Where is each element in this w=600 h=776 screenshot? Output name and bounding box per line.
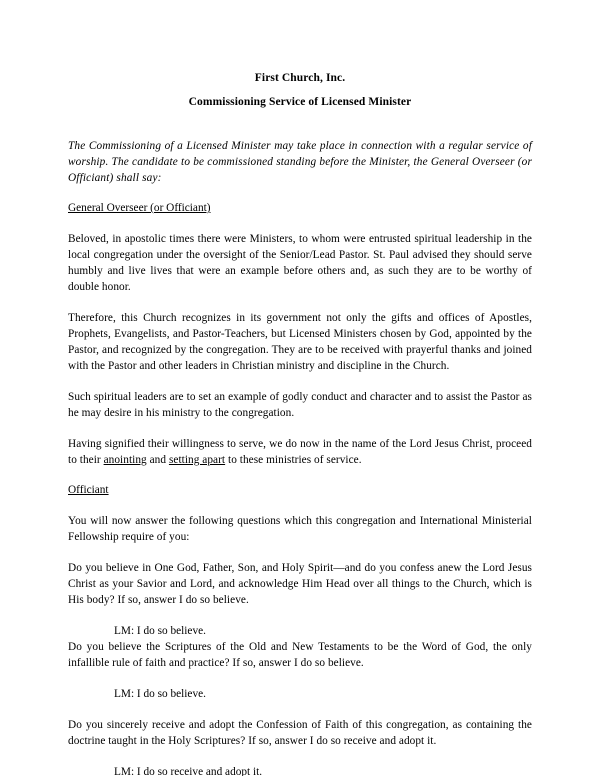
- paragraph-such-spiritual-leaders: Such spiritual leaders are to set an example of godly conduct and character and to assist the Pastor as he may desire in his ministry to the congregation.: [68, 391, 532, 419]
- setting-apart-underlined-term: setting apart: [168, 454, 226, 466]
- having-signified-text-part-1: Having signified their willingness to serve, we do now in the name of the Lord Jesus Christ, proceed to their: [68, 438, 532, 466]
- question-two: Do you believe the Scriptures of the Old and New Testaments to be the Word of God, the only infallible rule of faith and practice? If so, answer I do so believe.: [68, 641, 532, 669]
- anointing-underlined-term: anointing: [103, 454, 147, 466]
- section-heading-officiant-label: Officiant: [68, 484, 109, 496]
- question-three: Do you sincerely receive and adopt the Confession of Faith of this congregation, as containing the doctrine taught in the Holy Scriptures? If so, answer I do so receive and adopt it.: [68, 719, 532, 747]
- response-three: LM: I do so receive and adopt it.: [114, 766, 263, 776]
- section-heading-general-overseer: [68, 186, 532, 216]
- question-one: Do you believe in One God, Father, Son, and Holy Spirit—and do you confess anew the Lord Jesus Christ as your Savior and Lord, and acknowledge Him Head over all things to the Church, which is His body? If so, answer I do so believe.: [68, 562, 532, 606]
- response-one: LM: I do so believe.: [114, 625, 206, 637]
- page-title: First Church, Inc.: [254, 72, 346, 84]
- section-heading-general-overseer-label: General Overseer (or Officiant): [68, 202, 211, 214]
- paragraph-therefore: Therefore, this Church recognizes in its government not only the gifts and offices of Apostles, Prophets, Evangelists, and Pastor-Teachers, but Licensed Ministers chosen by God, appointed by the Pastor, and recognized by the congregation. They are to be received with prayerful thanks and joined with the Pastor and other leaders in Christian ministry and discipline in the Church.: [68, 312, 532, 372]
- paragraph-you-will-now-answer: You will now answer the following questions which this congregation and International Ministerial Fellowship require of you:: [68, 515, 532, 543]
- rubric-intro-paragraph: The Commissioning of a Licensed Minister may take place in connection with a regular service of worship. The candidate to be commissioned standing before the Minister, the General Overseer (or Officiant) shall say:: [68, 140, 532, 184]
- having-signified-text-part-2: and: [146, 454, 169, 466]
- section-heading-officiant: [68, 468, 532, 498]
- response-two: LM: I do so believe.: [114, 688, 206, 700]
- paragraph-having-signified: [68, 421, 532, 468]
- having-signified-text-part-3: to these ministries of service.: [225, 454, 362, 466]
- page-subtitle: Commissioning Service of Licensed Minister: [188, 96, 412, 108]
- paragraph-beloved: Beloved, in apostolic times there were Ministers, to whom were entrusted spiritual leadership in the local congregation under the oversight of the Senior/Lead Pastor. St. Paul advised they should serve humbly and live lives that were an example before others and, as such they are to be worthy of double honor.: [68, 233, 532, 293]
- document-body: [68, 0, 532, 776]
